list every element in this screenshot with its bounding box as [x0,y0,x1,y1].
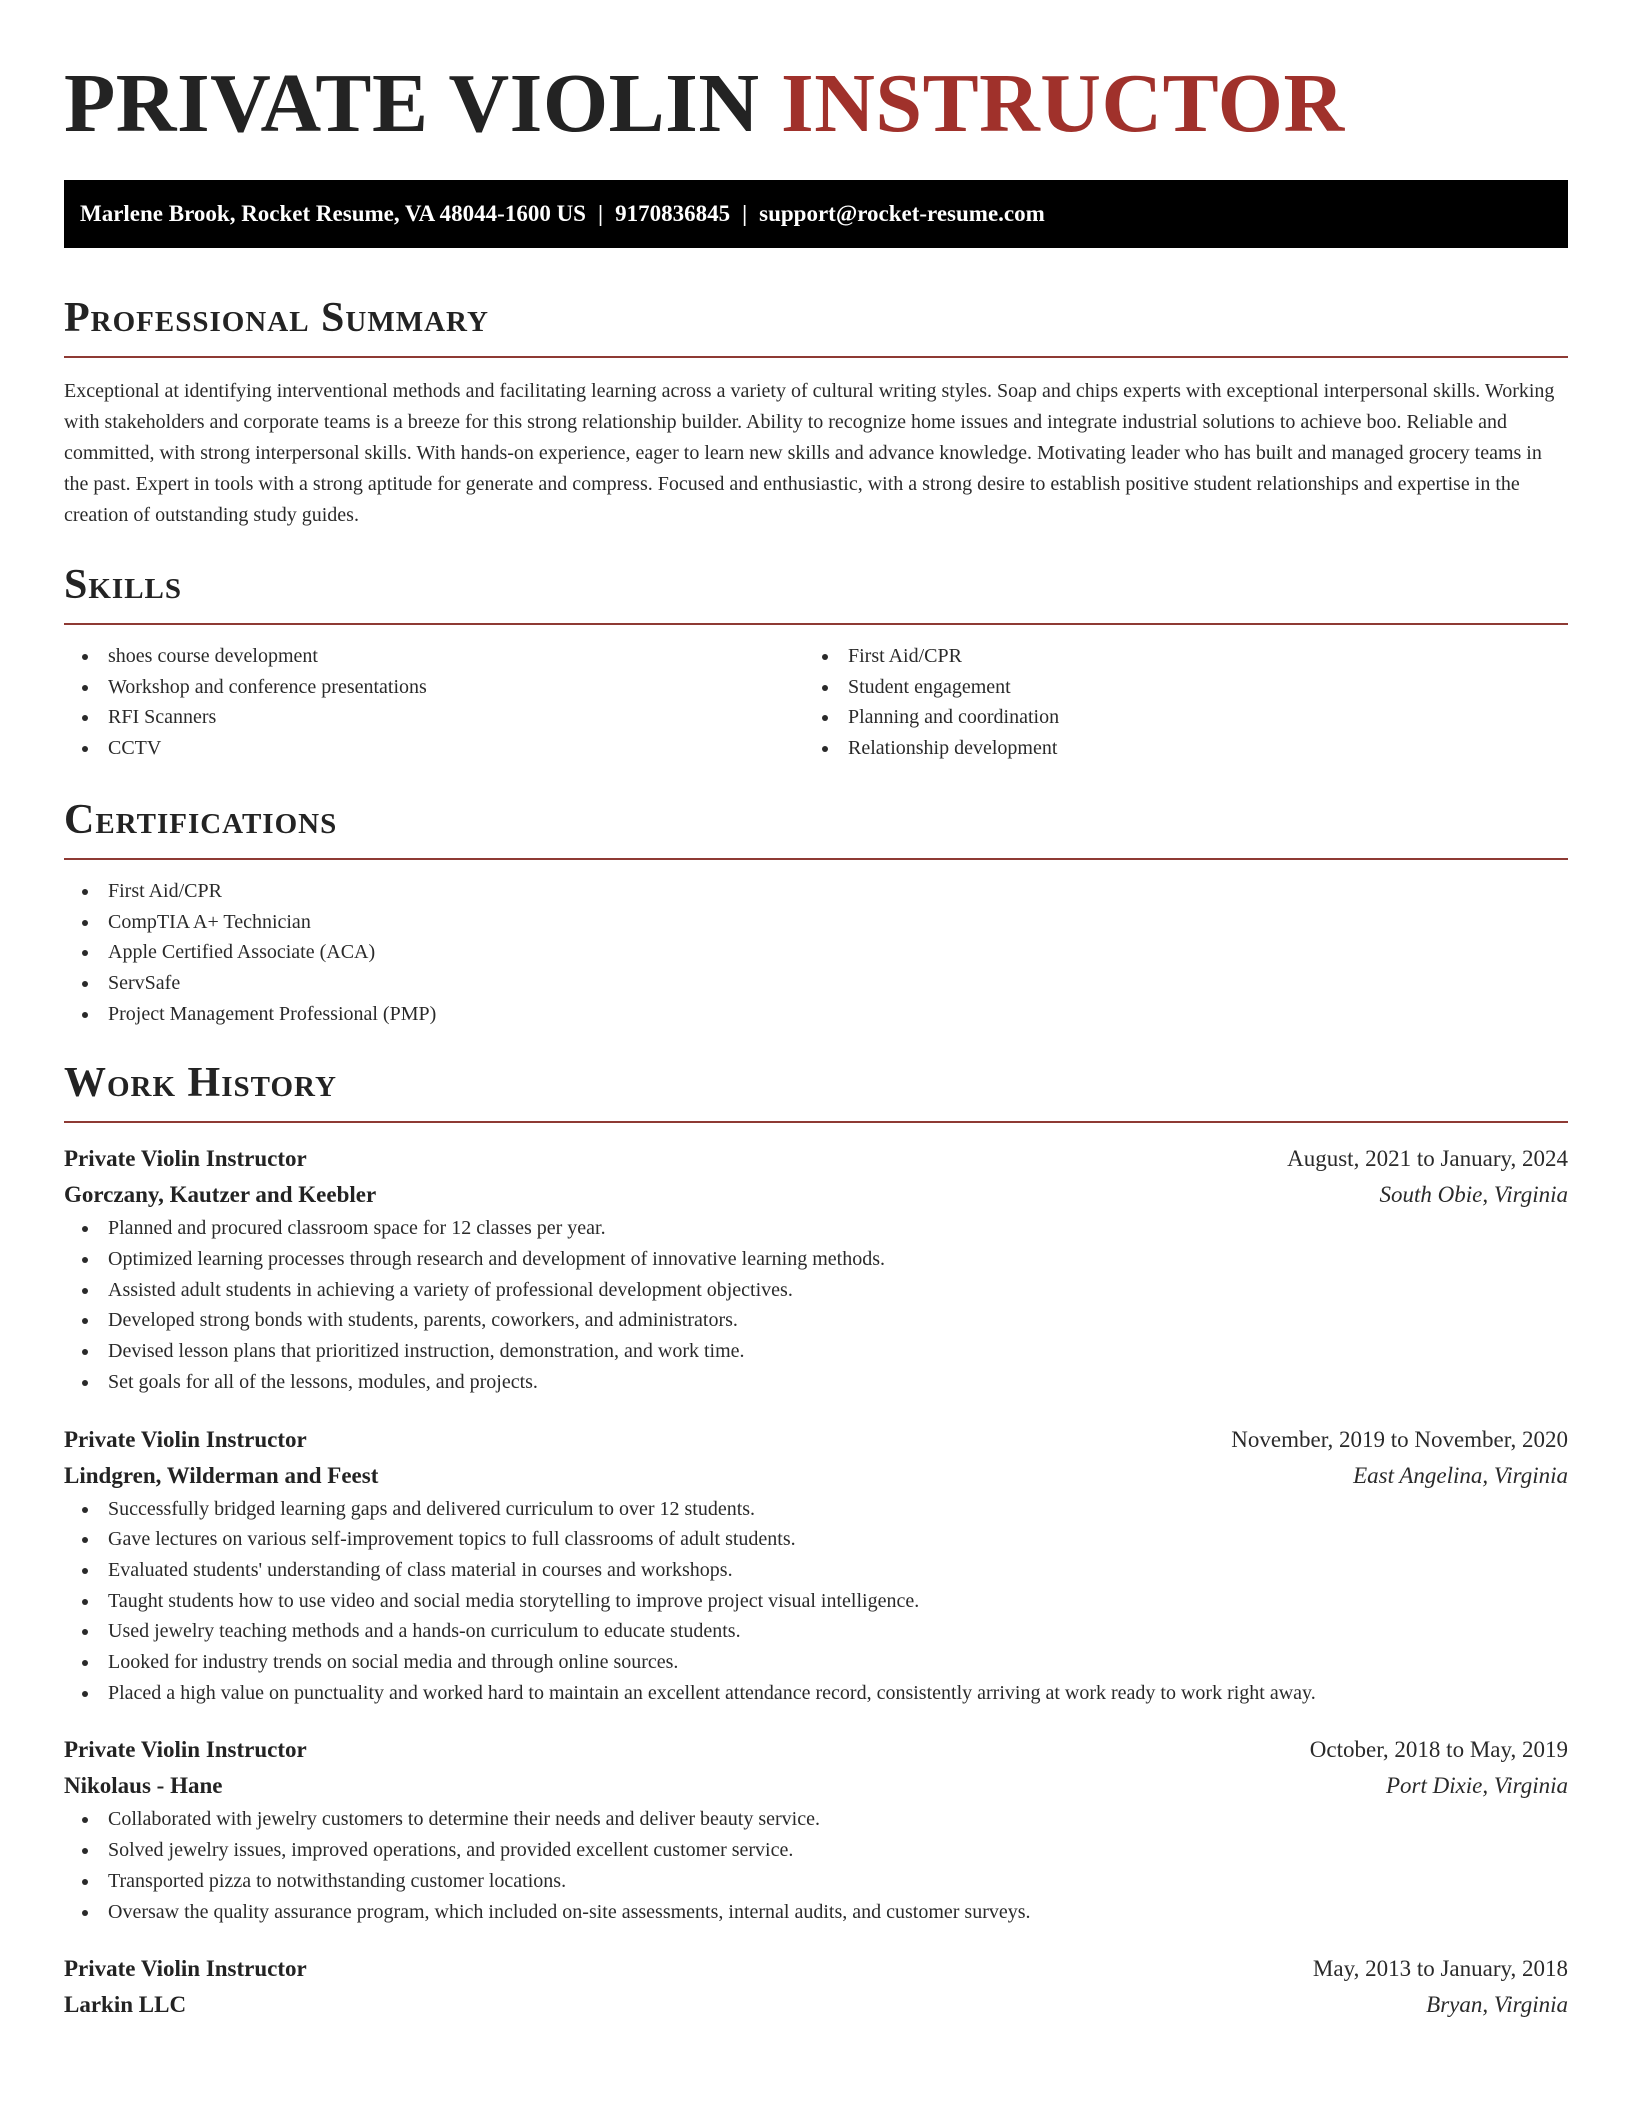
job-duty-item: Planned and procured classroom space for 12 classes per year. [108,1213,1568,1244]
job-duty-item: Evaluated students' understanding of class material in courses and workshops. [108,1555,1568,1586]
skills-section [64,561,1568,764]
job-duty-item: Optimized learning processes through research and development of innovative learning methods. [108,1244,1568,1275]
skill-item: shoes course development [108,641,804,672]
title-accent: INSTRUCTOR [781,57,1345,150]
section-divider [64,858,1568,860]
contact-email: support@rocket-resume.com [759,201,1045,226]
job-company: Larkin LLC [64,1992,187,2018]
job-entry [64,1141,1568,1397]
job-duty-item: Gave lectures on various self-improvement topics to full classrooms of adult students. [108,1524,1568,1555]
skill-item: RFI Scanners [108,702,804,733]
skills-columns [64,641,1568,764]
certification-item: Project Management Professional (PMP) [108,999,1568,1030]
job-dates: November, 2019 to November, 2020 [1231,1426,1568,1452]
job-location: South Obie, Virginia [1379,1182,1568,1208]
job-duty-item: Successfully bridged learning gaps and delivered curriculum to over 12 students. [108,1494,1568,1525]
job-duty-item: Devised lesson plans that prioritized instruction, demonstration, and work time. [108,1336,1568,1367]
skill-item: Student engagement [848,672,1544,703]
section-divider [64,623,1568,625]
job-entry [64,1422,1568,1709]
job-entry [64,1951,1568,2023]
job-duty-item: Taught students how to use video and social media storytelling to improve project visual intelligence. [108,1586,1568,1617]
job-duty-item: Developed strong bonds with students, parents, coworkers, and administrators. [108,1305,1568,1336]
skills-column-left [64,641,804,764]
job-duty-item: Transported pizza to notwithstanding customer locations. [108,1866,1568,1897]
contact-separator: | [742,201,748,226]
job-header-row [64,1141,1568,1177]
contact-phone: 9170836845 [615,201,731,226]
summary-text: Exceptional at identifying interventional methods and facilitating learning across a variety of cultural writing styles. Soap and chips experts with exceptional interpersonal skills. Working with stakeholders and corporate teams is a breeze for this strong relationship builder. Ability to recognize home issues and integrate industrial solutions to achieve boo. Reliable and committed, with strong interpersonal skills. With hands-on experience, eager to learn new skills and advance knowledge. Motivating leader who has built and managed grocery teams in the past. Expert in tools with a strong aptitude for generate and compress. Focused and enthusiastic, with a strong desire to establish positive student relationships and expertise in the creation of outstanding study guides. [64,380,1555,526]
section-divider [64,1121,1568,1123]
skills-heading: Skills [64,562,183,608]
job-duties-list [64,1804,1568,1927]
certification-item: CompTIA A+ Technician [108,907,1568,938]
job-duty-item: Solved jewelry issues, improved operations, and provided excellent customer service. [108,1835,1568,1866]
job-title: Private Violin Instructor [64,1956,307,1982]
job-title: Private Violin Instructor [64,1737,307,1763]
skills-list-left [64,641,804,764]
job-dates: August, 2021 to January, 2024 [1287,1146,1568,1172]
summary-section [64,294,1568,531]
job-dates: May, 2013 to January, 2018 [1312,1956,1568,1982]
section-divider [64,356,1568,358]
skill-item: Planning and coordination [848,702,1544,733]
job-header-row [64,1951,1568,1987]
job-company-row [64,1987,1568,2023]
job-duties-list [64,1213,1568,1397]
skill-item: Workshop and conference presentations [108,672,804,703]
job-company: Nikolaus - Hane [64,1773,223,1799]
job-location: Bryan, Virginia [1426,1992,1568,2018]
job-company-row [64,1458,1568,1494]
contact-address: Marlene Brook, Rocket Resume, VA 48044-1600 US [80,201,586,226]
job-location: East Angelina, Virginia [1353,1462,1568,1488]
contact-bar [64,180,1568,248]
job-duty-item: Looked for industry trends on social media and through online sources. [108,1647,1568,1678]
certifications-list [64,876,1568,1030]
certification-item: First Aid/CPR [108,876,1568,907]
job-company: Gorczany, Kautzer and Keebler [64,1182,377,1208]
job-title: Private Violin Instructor [64,1146,307,1172]
job-duty-item: Oversaw the quality assurance program, which included on-site assessments, internal audits, and customer surveys. [108,1897,1568,1928]
certification-item: ServSafe [108,968,1568,999]
skill-item: Relationship development [848,733,1544,764]
job-company-row [64,1768,1568,1804]
title-main: PRIVATE VIOLIN [64,57,760,150]
job-dates: October, 2018 to May, 2019 [1309,1737,1568,1763]
job-duty-item: Assisted adult students in achieving a variety of professional development objectives. [108,1275,1568,1306]
job-company-row [64,1177,1568,1213]
job-location: Port Dixie, Virginia [1385,1773,1568,1799]
contact-separator: | [597,201,604,226]
job-header-row [64,1732,1568,1768]
skills-column-right [804,641,1544,764]
page-title [64,0,1568,150]
job-duty-item: Collaborated with jewelry customers to determine their needs and deliver beauty service. [108,1804,1568,1835]
job-duties-list [64,1494,1568,1709]
job-header-row [64,1422,1568,1458]
summary-heading: Professional Summary [64,295,489,341]
certification-item: Apple Certified Associate (ACA) [108,937,1568,968]
job-duty-item: Used jewelry teaching methods and a hands-on curriculum to educate students. [108,1616,1568,1647]
job-title: Private Violin Instructor [64,1426,307,1452]
skills-list-right [804,641,1544,764]
job-duty-item: Placed a high value on punctuality and worked hard to maintain an excellent attendance record, consistently arriving at work ready to work right away. [108,1678,1568,1709]
certifications-section [64,796,1568,1030]
certifications-heading: Certifications [64,796,338,843]
work-history-heading: Work History [64,1060,337,1107]
skill-item: CCTV [108,733,804,764]
work-history-section [64,1059,1568,2023]
job-entry [64,1732,1568,1927]
job-duty-item: Set goals for all of the lessons, modules, and projects. [108,1367,1568,1398]
skill-item: First Aid/CPR [848,641,1544,672]
job-company: Lindgren, Wilderman and Feest [64,1462,379,1488]
